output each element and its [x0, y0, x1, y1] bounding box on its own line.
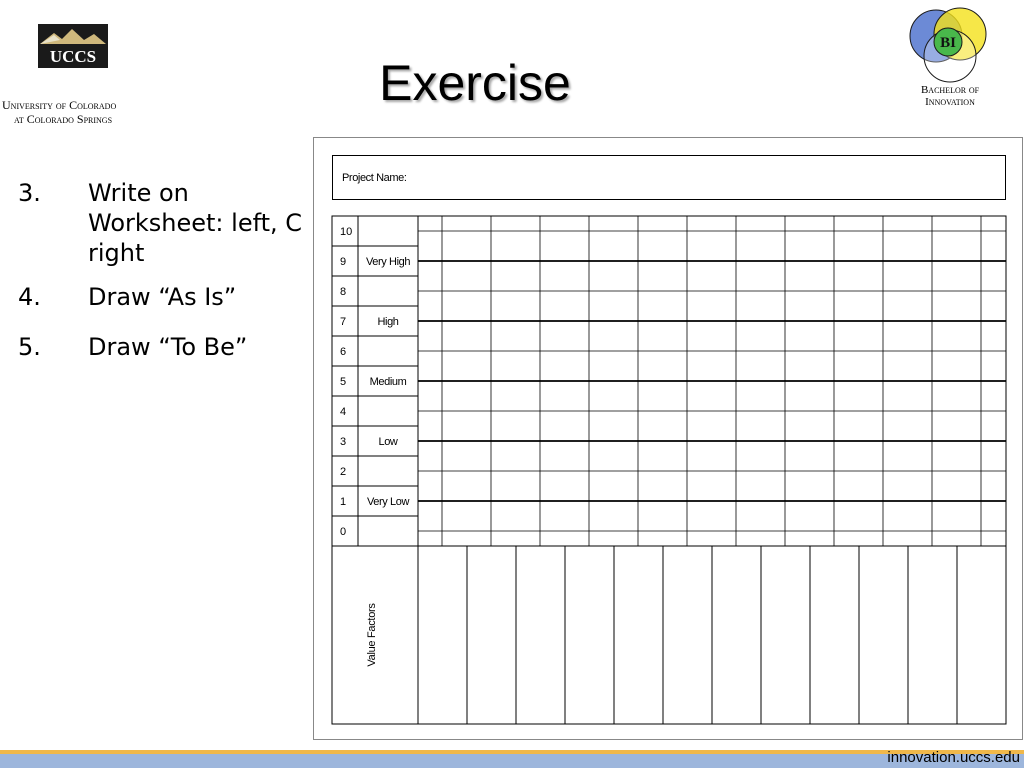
grid-border	[332, 216, 1006, 724]
level-label: Low	[378, 436, 398, 448]
page-title: Exercise	[379, 55, 571, 111]
university-line1: University of Colorado	[2, 98, 117, 112]
bullet-number: 3.	[18, 179, 41, 207]
bi-logo	[900, 4, 1000, 116]
score-number: 8	[340, 286, 347, 298]
university-name	[2, 98, 152, 126]
bi-mark-text: BI	[940, 35, 956, 51]
bi-circles-icon	[904, 4, 996, 84]
score-number: 2	[340, 466, 347, 478]
score-number: 10	[340, 226, 353, 238]
score-number: 1	[340, 496, 347, 508]
level-label: Very High	[365, 256, 411, 268]
footer-bar	[0, 754, 1024, 768]
bullet-text: Draw “To Be”	[88, 333, 248, 361]
score-number: 3	[340, 436, 347, 448]
score-number: 6	[340, 346, 347, 358]
score-number: 4	[340, 406, 347, 418]
bullet-text: Draw “As Is”	[88, 283, 237, 311]
strategy-canvas-grid	[314, 138, 1024, 741]
uccs-mark-text: UCCS	[49, 47, 97, 66]
footer-url: innovation.uccs.edu	[887, 749, 1020, 766]
level-label: Very Low	[366, 496, 410, 508]
value-factors-label: Value Factors	[366, 603, 378, 667]
score-number: 0	[340, 526, 347, 538]
bullet-item	[18, 178, 308, 268]
bullet-list	[18, 178, 308, 382]
score-number: 9	[340, 256, 347, 268]
level-label: High	[377, 316, 399, 328]
score-number: 7	[340, 316, 347, 328]
project-name-label: Project Name:	[342, 172, 407, 184]
bullet-number: 4.	[18, 283, 41, 311]
uccs-mountain-icon	[38, 24, 108, 68]
bi-caption-line2: Innovation	[925, 96, 975, 108]
bi-caption	[900, 84, 1000, 108]
worksheet	[313, 137, 1023, 740]
uccs-logo	[0, 22, 150, 126]
bullet-number: 5.	[18, 333, 41, 361]
bullet-item	[18, 332, 308, 362]
university-line2: at Colorado Springs	[14, 112, 113, 126]
score-number: 5	[340, 376, 347, 388]
level-label: Medium	[369, 376, 407, 388]
bullet-item	[18, 282, 308, 312]
bi-caption-line1: Bachelor of	[920, 84, 980, 96]
bullet-text: Write on Worksheet: left, C right	[88, 179, 303, 267]
